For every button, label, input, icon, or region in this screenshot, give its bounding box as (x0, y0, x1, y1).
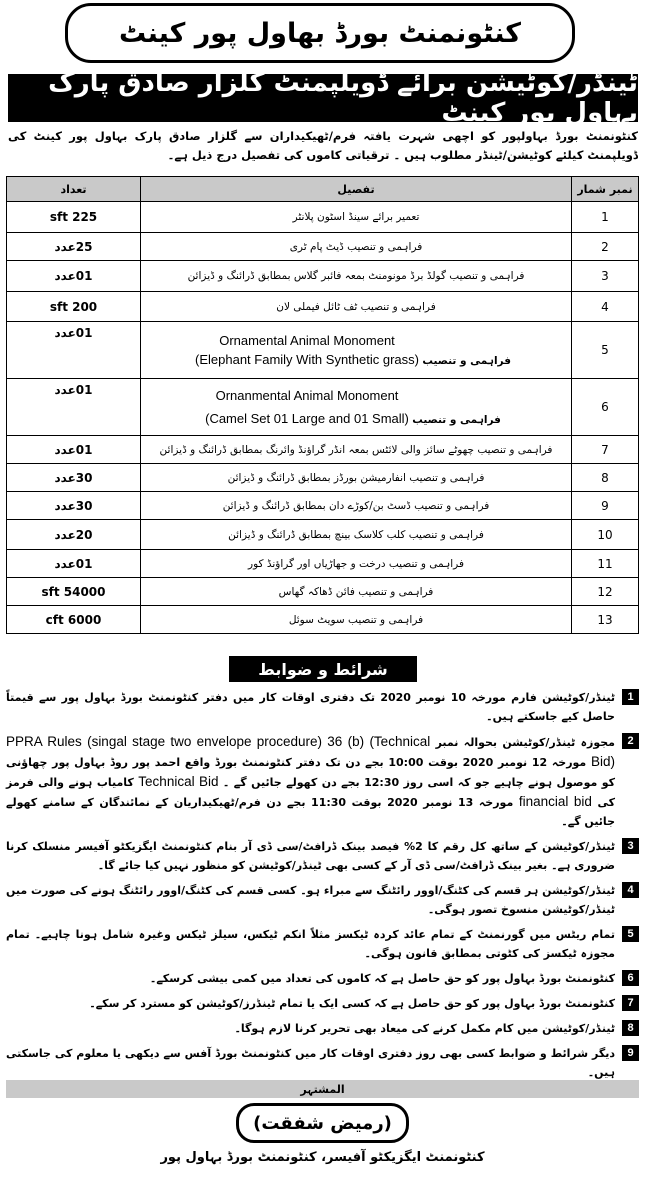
row-detail-english-line2: (Elephant Family With Synthetic grass) (195, 352, 419, 367)
row-number: 10 (572, 520, 639, 550)
row-number: 2 (572, 233, 639, 261)
table-row (7, 578, 639, 606)
row-quantity: 01عدد (7, 550, 141, 578)
row-detail-english-line1: Ornanmental Animal Monoment (215, 388, 399, 403)
row-detail-english (205, 386, 409, 428)
term-number: 8 (622, 1020, 639, 1036)
table-row (7, 202, 639, 233)
row-number: 5 (572, 322, 639, 379)
row-quantity: cft 6000 (7, 606, 141, 634)
row-detail: فراہمی و تنصیب انفارمیشن بورڈز بمطابق ڈرائنگ و ڈیزائن (141, 464, 572, 492)
table-row (7, 520, 639, 550)
row-detail: فراہمی و تنصیب کلب کلاسک بینچ بمطابق ڈرائنگ و ڈیزائن (141, 520, 572, 550)
term-2-part-h: مورخہ 13 نومبر 2020 بوقت 11:30 بجے دن فرم/ٹھیکیداریان کے نمائندگان کے سامنے کھولے جائیں گے۔ (6, 796, 615, 828)
row-detail: فراہمی و تنصیب سویٹ سوئل (141, 606, 572, 634)
term-2-financial-bid: financial bid (518, 794, 592, 809)
row-quantity: sft 200 (7, 292, 141, 322)
terms-heading: شرائط و ضوابط (229, 656, 417, 682)
row-detail-english-line2: (Camel Set 01 Large and 01 Small) (205, 411, 409, 426)
term-text: ٹینڈر/کوٹیشن فارم مورخہ 10 نومبر 2020 تک دفتری اوقات کار میں دفتر کنٹونمنٹ بورڈ بہاول پور سے قیمتاً حاصل کیے جاسکتے ہیں۔ (6, 691, 615, 723)
term-text: ٹینڈر/کوٹیشن میں کام مکمل کرنے کی میعاد بھی تحریر کرنا لازم ہوگا۔ (234, 1022, 615, 1035)
table-row (7, 492, 639, 520)
row-detail: فراہمی و تنصیب فائن ڈھاکہ گھاس (141, 578, 572, 606)
row-detail-urdu: فراہمی و تنصیب (412, 414, 501, 426)
row-number: 3 (572, 261, 639, 292)
intro-paragraph: کنٹونمنٹ بورڈ بہاولپور کو اچھی شہرت یافتہ فرم/ٹھیکیداران سے گلزار صادق پارک بہاول پور کینٹ کی ڈویلپمنٹ کیلئے کوٹیشن/ٹینڈر مطلوب ہیں ۔ ترقیاتی کاموں کی تفصیل درج ذیل ہے۔ (8, 129, 638, 162)
signatory-name: (رمیض شفقت) (236, 1103, 409, 1143)
row-quantity: 01عدد (7, 322, 141, 379)
term-item (6, 994, 639, 1013)
row-detail (141, 379, 572, 436)
row-quantity: 01عدد (7, 379, 141, 436)
table-row (7, 550, 639, 578)
term-number: 6 (622, 970, 639, 986)
term-text: تمام ریٹس میں گورنمنٹ کے تمام عائد کردہ ٹیکسز مثلاً انکم ٹیکس، سیلز ٹیکس وغیرہ شامل ہونا چاہیے۔ تمام مجوزہ ٹیکسز کی کٹوتی بمطابق قانون ہوگی۔ (6, 928, 615, 960)
page-title: کنٹونمنٹ بورڈ بھاول پور کینٹ (65, 3, 575, 63)
row-detail: تعمیر برائے سینڈ اسٹون پلانٹر (141, 202, 572, 233)
row-quantity: 01عدد (7, 436, 141, 464)
table-row (7, 233, 639, 261)
term-2-ppra-rules: PPRA Rules (singal stage two envelope procedure) 36 (b) (6, 734, 365, 749)
term-text: کنٹونمنٹ بورڈ بہاول پور کو حق حاصل ہے کہ کاموں کی تعداد میں کمی بیشی کرسکے۔ (149, 972, 615, 985)
term-text: دیگر شرائط و ضوابط کسی بھی روز دفتری اوقات کار میں کنٹونمنٹ بورڈ آفس سے دیکھی یا معلوم کی جاسکتی ہیں۔ (6, 1047, 615, 1079)
term-number: 2 (622, 733, 639, 749)
header-detail: تفصیل (141, 177, 572, 202)
header-quantity: تعداد (7, 177, 141, 202)
row-number: 9 (572, 492, 639, 520)
row-number: 11 (572, 550, 639, 578)
row-quantity: 30عدد (7, 464, 141, 492)
term-item (6, 881, 639, 919)
row-number: 13 (572, 606, 639, 634)
term-number: 3 (622, 838, 639, 854)
term-text: ٹینڈر/کوٹیشن کے ساتھ کل رقم کا 2% فیصد بینک ڈرافٹ/سی ڈی آر بنام کنٹونمنٹ ایگزیکٹو آفیسر منسلک کرنا ضروری ہے۔ بغیر بینک ڈرافٹ/سی ڈی آر کے کسی بھی ٹینڈر/کوٹیشن کو منظور نہیں کیا جائے گا۔ (6, 840, 615, 872)
page-subtitle: ٹینڈر/کوٹیشن برائے ڈویلپمنٹ گلزار صادق پارک بہاول پور کینٹ (8, 74, 638, 122)
term-item (6, 1019, 639, 1038)
row-number: 1 (572, 202, 639, 233)
row-detail-urdu: فراہمی و تنصیب (422, 355, 511, 367)
term-item (6, 1044, 639, 1082)
row-quantity: 30عدد (7, 492, 141, 520)
term-number: 1 (622, 689, 639, 705)
term-number: 9 (622, 1045, 639, 1061)
row-detail: فراہمی و تنصیب چھوٹے سائز والی لائٹس بمعہ انڈر گراؤنڈ وائرنگ بمطابق ڈرائنگ و ڈیزائن (141, 436, 572, 464)
table-row (7, 606, 639, 634)
row-detail-english (195, 331, 419, 369)
table-header-row (7, 177, 639, 202)
term-text: کنٹونمنٹ بورڈ بہاول پور کو حق حاصل ہے کہ کسی ایک یا تمام ٹینڈرز/کوٹیشن کو مسترد کر سکے۔ (89, 997, 615, 1010)
table-row (7, 436, 639, 464)
term-text (6, 732, 615, 831)
term-item (6, 969, 639, 988)
term-item (6, 732, 639, 831)
row-quantity: 25عدد (7, 233, 141, 261)
term-item (6, 925, 639, 963)
row-detail: فراہمی و تنصیب ڈیٹ پام ٹری (141, 233, 572, 261)
table-row (7, 322, 639, 379)
term-item (6, 837, 639, 875)
works-table (6, 176, 639, 634)
row-quantity: 20عدد (7, 520, 141, 550)
term-number: 4 (622, 882, 639, 898)
row-quantity: sft 225 (7, 202, 141, 233)
table-row (7, 292, 639, 322)
table-row (7, 379, 639, 436)
term-2-part-f: کامیاب ہونے والی فرمز کی (6, 776, 615, 809)
row-detail: فراہمی و تنصیب ڈسٹ بن/کوڑے دان بمطابق ڈرائنگ و ڈیزائن (141, 492, 572, 520)
term-2-part-a: مجوزہ ٹینڈر/کوٹیشن بحوالہ نمبر (435, 736, 615, 749)
row-detail (141, 322, 572, 379)
row-number: 6 (572, 379, 639, 436)
row-detail: فراہمی و تنصیب ٹف ٹائل فیملی لان (141, 292, 572, 322)
row-quantity: 01عدد (7, 261, 141, 292)
row-detail: فراہمی و تنصیب گولڈ برڈ مونومنٹ بمعہ فائبر گلاس بمطابق ڈرائنگ و ڈیزائن (141, 261, 572, 292)
term-2-technical-bid-2: Technical Bid (138, 774, 219, 789)
row-number: 8 (572, 464, 639, 492)
row-quantity: sft 54000 (7, 578, 141, 606)
terms-list (6, 688, 639, 1088)
term-text: ٹینڈر/کوٹیشن ہر قسم کی کٹنگ/اوور رائٹنگ سے مبراء ہو۔ کسی قسم کی کٹنگ/اوور رائٹنگ ہونے کی صورت میں ٹینڈر/کوٹیشن منسوخ تصور ہوگی۔ (6, 884, 615, 916)
table-row (7, 464, 639, 492)
row-number: 12 (572, 578, 639, 606)
advertiser-label: المشتہر (6, 1080, 639, 1098)
row-detail-english-line1: Ornamental Animal Monoment (219, 333, 395, 348)
header-number: نمبر شمار (572, 177, 639, 202)
table-row (7, 261, 639, 292)
row-detail: فراہمی و تنصیب درخت و جھاڑیاں اور گراؤنڈ کور (141, 550, 572, 578)
term-2-technical-bid: (Technical Bid) (369, 734, 615, 769)
row-number: 7 (572, 436, 639, 464)
term-2-part-d: مورخہ 12 نومبر 2020 بوقت 10:00 بجے دن تک دفتر کنٹونمنٹ بورڈ واقع احمد پور روڈ بہاول پور چھاؤنی کو موصول ہونے چاہیے جو کہ اسی روز 12:30 بجے دن کھولے جائیں گے ۔ (6, 756, 616, 789)
term-number: 7 (622, 995, 639, 1011)
signatory-designation: کنٹونمنٹ ایگزیکٹو آفیسر، کنٹونمنٹ بورڈ بہاول پور (160, 1150, 485, 1165)
term-number: 5 (622, 926, 639, 942)
term-item (6, 688, 639, 726)
row-number: 4 (572, 292, 639, 322)
